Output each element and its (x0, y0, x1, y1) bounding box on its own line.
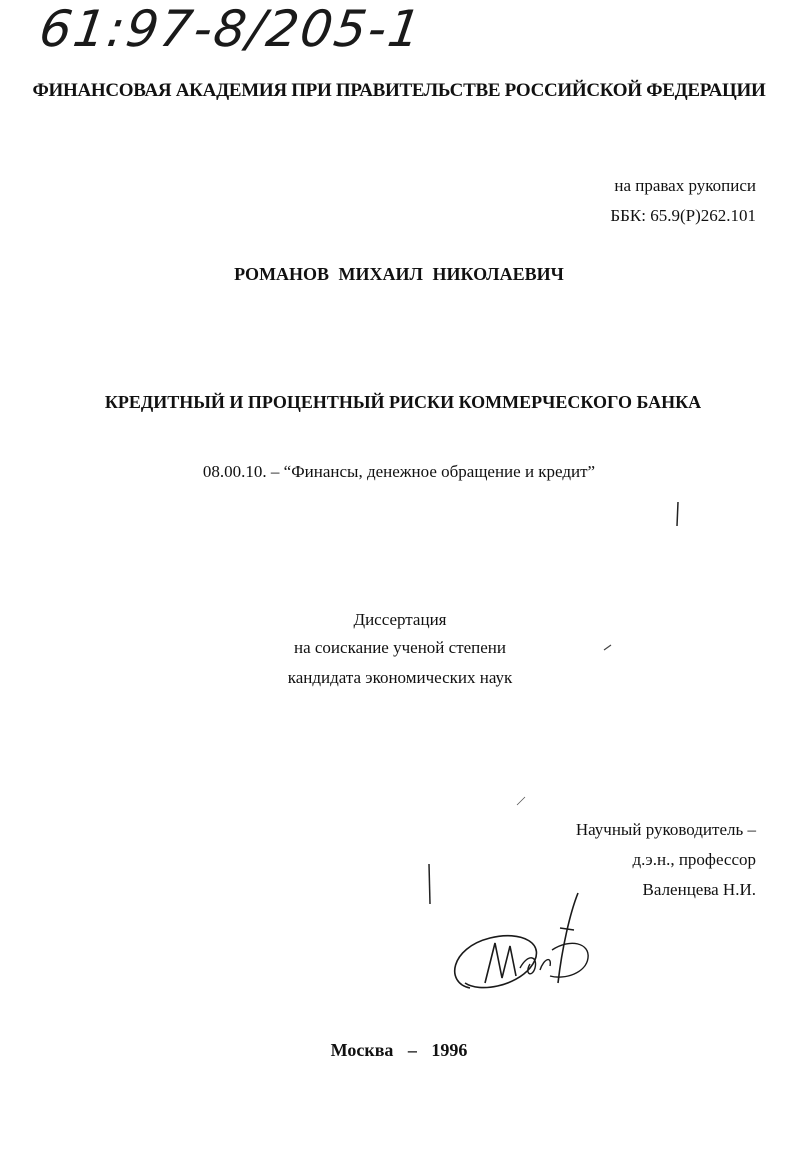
city-year: Москва – 1996 (330, 1040, 468, 1060)
specialty-code: 08.00.10. – “Финансы, денежное обращение и кредит” (202, 462, 596, 481)
handwritten-catalog-number: 61:97-8/205-1 (35, 0, 427, 58)
bbk-code: ББК: 65.9(Р)262.101 (610, 206, 756, 225)
rights-note: на правах рукописи (614, 176, 756, 195)
supervisor-degree: д.э.н., профессор (632, 850, 756, 869)
supervisor-role: Научный руководитель – (575, 820, 756, 839)
scan-mark (602, 642, 614, 652)
scan-mark (674, 500, 684, 530)
scan-mark (426, 862, 434, 908)
dissertation-label: Диссертация (353, 610, 447, 629)
supervisor-name: Валенцева Н.И. (642, 880, 756, 899)
dissertation-title: КРЕДИТНЫЙ И ПРОЦЕНТНЫЙ РИСКИ КОММЕРЧЕСКОГО БАНКА (104, 392, 702, 412)
signature (440, 888, 600, 1018)
scan-mark (515, 795, 527, 807)
organization-heading: ФИНАНСОВАЯ АКАДЕМИЯ ПРИ ПРАВИТЕЛЬСТВЕ РОССИЙСКОЙ ФЕДЕРАЦИИ (32, 80, 766, 101)
degree-purpose: на соискание ученой степени (293, 638, 507, 657)
author-name: РОМАНОВ МИХАИЛ НИКОЛАЕВИЧ (234, 264, 564, 284)
degree-name: кандидата экономических наук (287, 668, 513, 687)
